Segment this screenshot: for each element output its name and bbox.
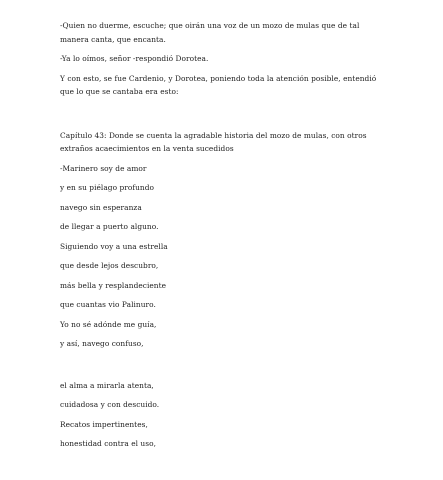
chapter-title: Capítulo 43: Donde se cuenta la agradable historia del mozo de mulas, con otros extraños acaecimientos en la venta sucedidos	[60, 130, 367, 153]
verse-line: que desde lejos descubro,	[60, 261, 159, 270]
stanza-spacer	[60, 357, 390, 379]
verse-line: honestidad contra el uso,	[60, 439, 156, 448]
verse-line: navego sin esperanza	[60, 202, 142, 212]
intro-paragraph-3: Y con esto, se fue Cardenio, y Dorotea, poniendo toda la atención posible, entendió que lo que se cantaba era esto:	[60, 73, 377, 96]
verse-line: cuidadosa y con descuido.	[60, 400, 160, 409]
verse-line: de llegar a puerto alguno.	[60, 222, 159, 231]
section-spacer	[60, 105, 390, 129]
verse-line: -Marinero soy de amor	[60, 163, 147, 173]
verse-line: y así, navego confuso,	[60, 339, 144, 348]
document-page	[60, 19, 390, 457]
intro-paragraph-2: -Ya lo oímos, señor -respondió Dorotea.	[60, 54, 209, 63]
verse-line: Yo no sé adónde me guía,	[60, 319, 157, 329]
verse-line: el alma a mirarla atenta,	[60, 380, 154, 390]
verse-line: que cuantas vio Palinuro.	[60, 300, 156, 309]
verse-line: Siguiendo voy a una estrella	[60, 241, 168, 251]
intro-paragraph-1: -Quien no duerme, escuche; que oirán una voz de un mozo de mulas que de tal manera canta, que encanta.	[60, 21, 360, 44]
verse-line: y en su piélago profundo	[60, 183, 155, 192]
verse-line: Recatos impertinentes,	[60, 419, 148, 429]
verse-line: más bella y resplandeciente	[60, 280, 167, 290]
